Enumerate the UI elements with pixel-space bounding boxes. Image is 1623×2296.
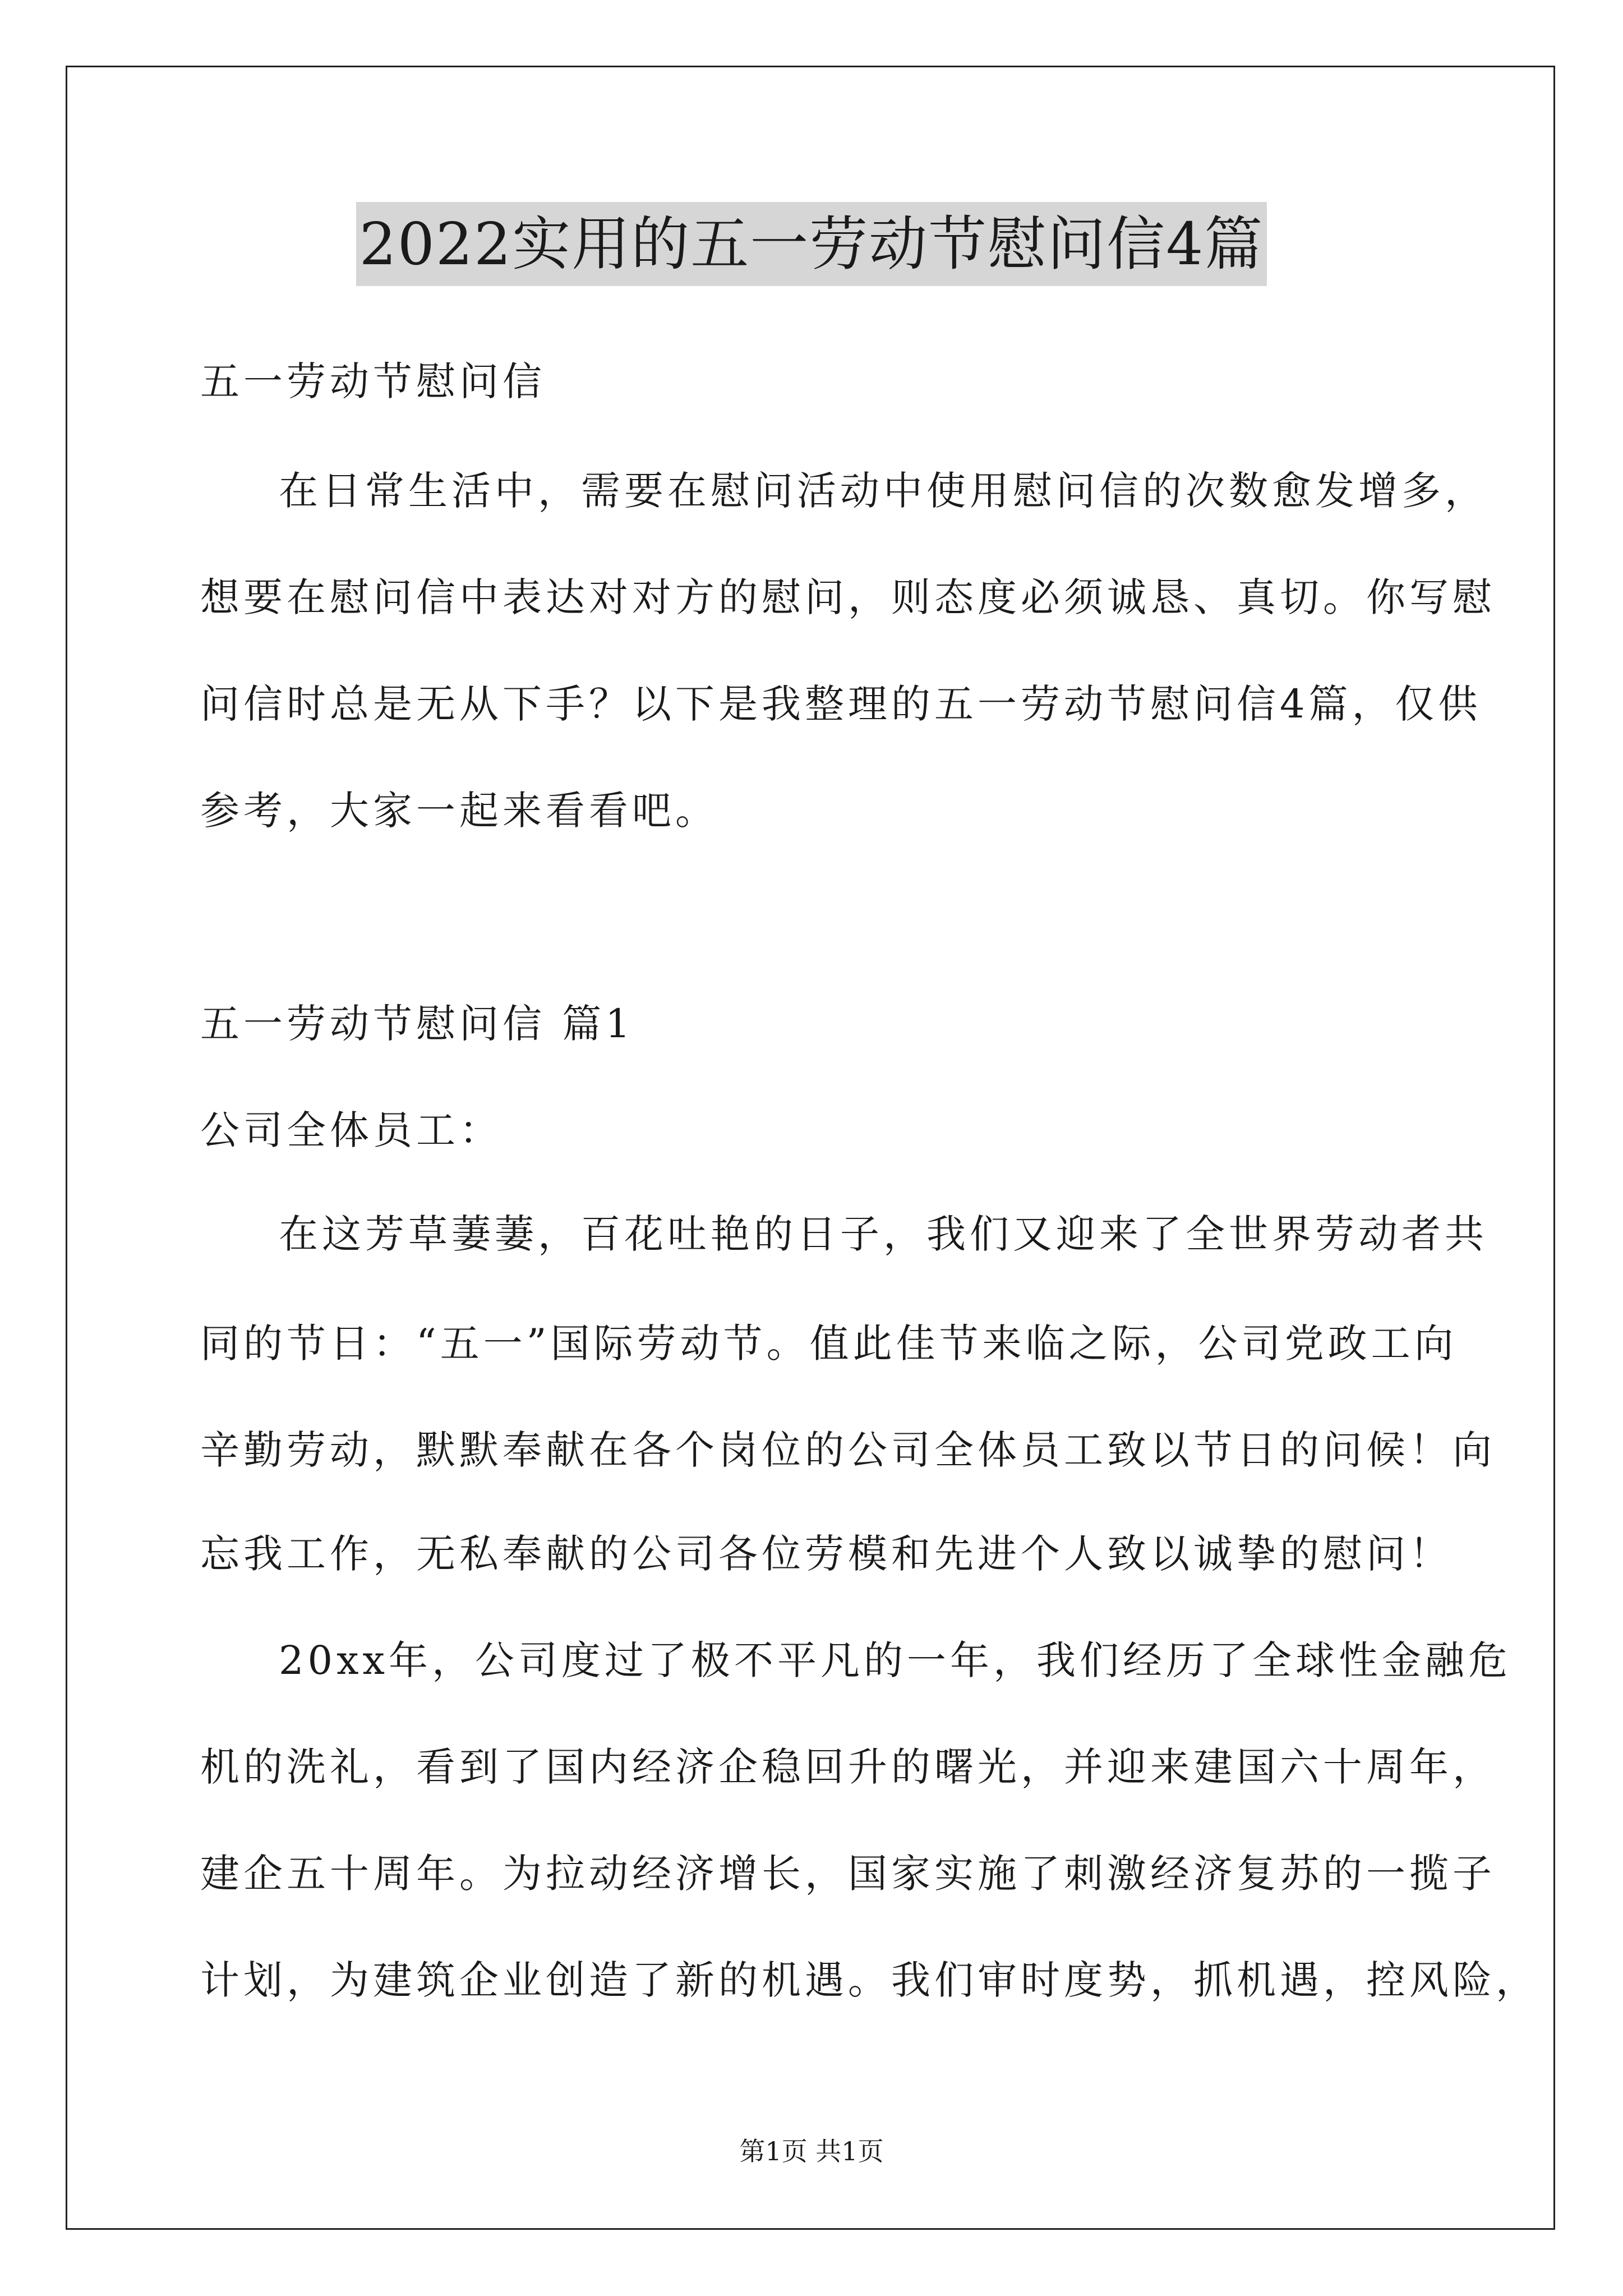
document-title: 2022实用的五一劳动节慰问信4篇 (356, 202, 1267, 286)
intro-line: 想要在慰问信中表达对对方的慰问，则态度必须诚恳、真切。你写慰 (200, 574, 1496, 620)
intro-heading: 五一劳动节慰问信 (200, 358, 546, 404)
salutation: 公司全体员工： (200, 1107, 502, 1153)
intro-line: 在日常生活中，需要在慰问活动中使用慰问信的次数愈发增多， (279, 468, 1488, 514)
paragraph-line: 机的洗礼，看到了国内经济企稳回升的曙光，并迎来建国六十周年， (200, 1744, 1496, 1790)
paragraph-line: 辛勤劳动，默默奉献在各个岗位的公司全体员工致以节日的问候！向 (200, 1427, 1496, 1473)
page-number: 第1页 共1页 (739, 2136, 884, 2166)
intro-line: 问信时总是无从下手？以下是我整理的五一劳动节慰问信4篇，仅供 (200, 681, 1482, 727)
paragraph-line: 建企五十周年。为拉动经济增长，国家实施了刺激经济复苏的一揽子 (200, 1851, 1496, 1897)
section-heading: 五一劳动节慰问信 篇1 (200, 1001, 634, 1047)
title-container (0, 202, 1623, 286)
paragraph-line: 同的节日：“五一”国际劳动节。值此佳节来临之际，公司党政工向 (200, 1320, 1458, 1366)
intro-line: 参考，大家一起来看看吧。 (200, 788, 718, 834)
paragraph-line: 忘我工作，无私奉献的公司各位劳模和先进个人致以诚挚的慰问！ (200, 1531, 1453, 1577)
paragraph-line: 在这芳草萋萋，百花吐艳的日子，我们又迎来了全世界劳动者共 (279, 1211, 1488, 1257)
paragraph-line: 20xx年，公司度过了极不平凡的一年，我们经历了全球性金融危 (279, 1637, 1512, 1683)
paragraph-line: 计划，为建筑企业创造了新的机遇。我们审时度势，抓机遇，控风险， (200, 1957, 1539, 2003)
